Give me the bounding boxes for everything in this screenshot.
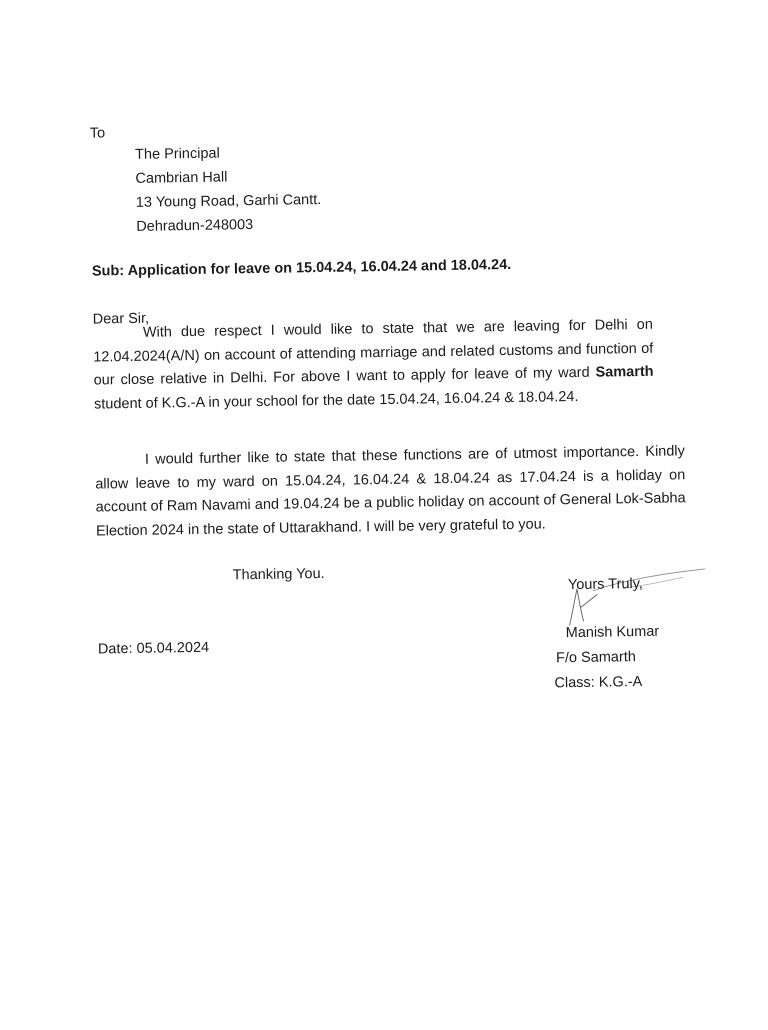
recipient-line: Cambrian Hall [135,169,228,187]
ward-name: Samarth [595,363,654,381]
salutation: Dear Sir, [92,310,150,328]
paragraph-text: With due respect I would like to state that we are leaving for Delhi on 12.04.2024(A/N) on account of attending marriage and related customs and function of our close relative in Delhi. For above I want to apply for leave of my ward [93,316,654,389]
closing-line: Yours Truly, [567,575,644,594]
to-label: To [89,125,106,142]
subject-line: Sub: Application for leave on 15.04.24, 16.04.24 and 18.04.24. [91,256,512,280]
paragraph-text: student of K.G.-A in your school for the date 15.04.24, 16.04.24 & 18.04.24. [93,388,579,413]
recipient-line: Dehradun-248003 [136,217,254,235]
thanks-line: Thanking You. [232,565,325,584]
sender-relation: F/o Samarth [555,649,636,667]
sender-class: Class: K.G.-A [554,673,643,692]
body-paragraph-1 [93,314,654,417]
recipient-line: The Principal [134,145,220,163]
letter-date: Date: 05.04.2024 [97,639,210,658]
sender-name: Manish Kumar [565,623,660,642]
recipient-line: 13 Young Road, Garhi Cantt. [135,191,322,211]
body-paragraph-2: I would further like to state that these functions are of utmost importance. Kindly allow leave to my ward on 15.04.24, 16.04.24 & 18.04.24 as 17.04.24 is a holiday on account of Ram Navami and 19.04.24 be a public holiday on account of General Lok-Sabha Election 2024 in the state of Uttarakhand. I will be very grateful to you. [95,443,686,540]
